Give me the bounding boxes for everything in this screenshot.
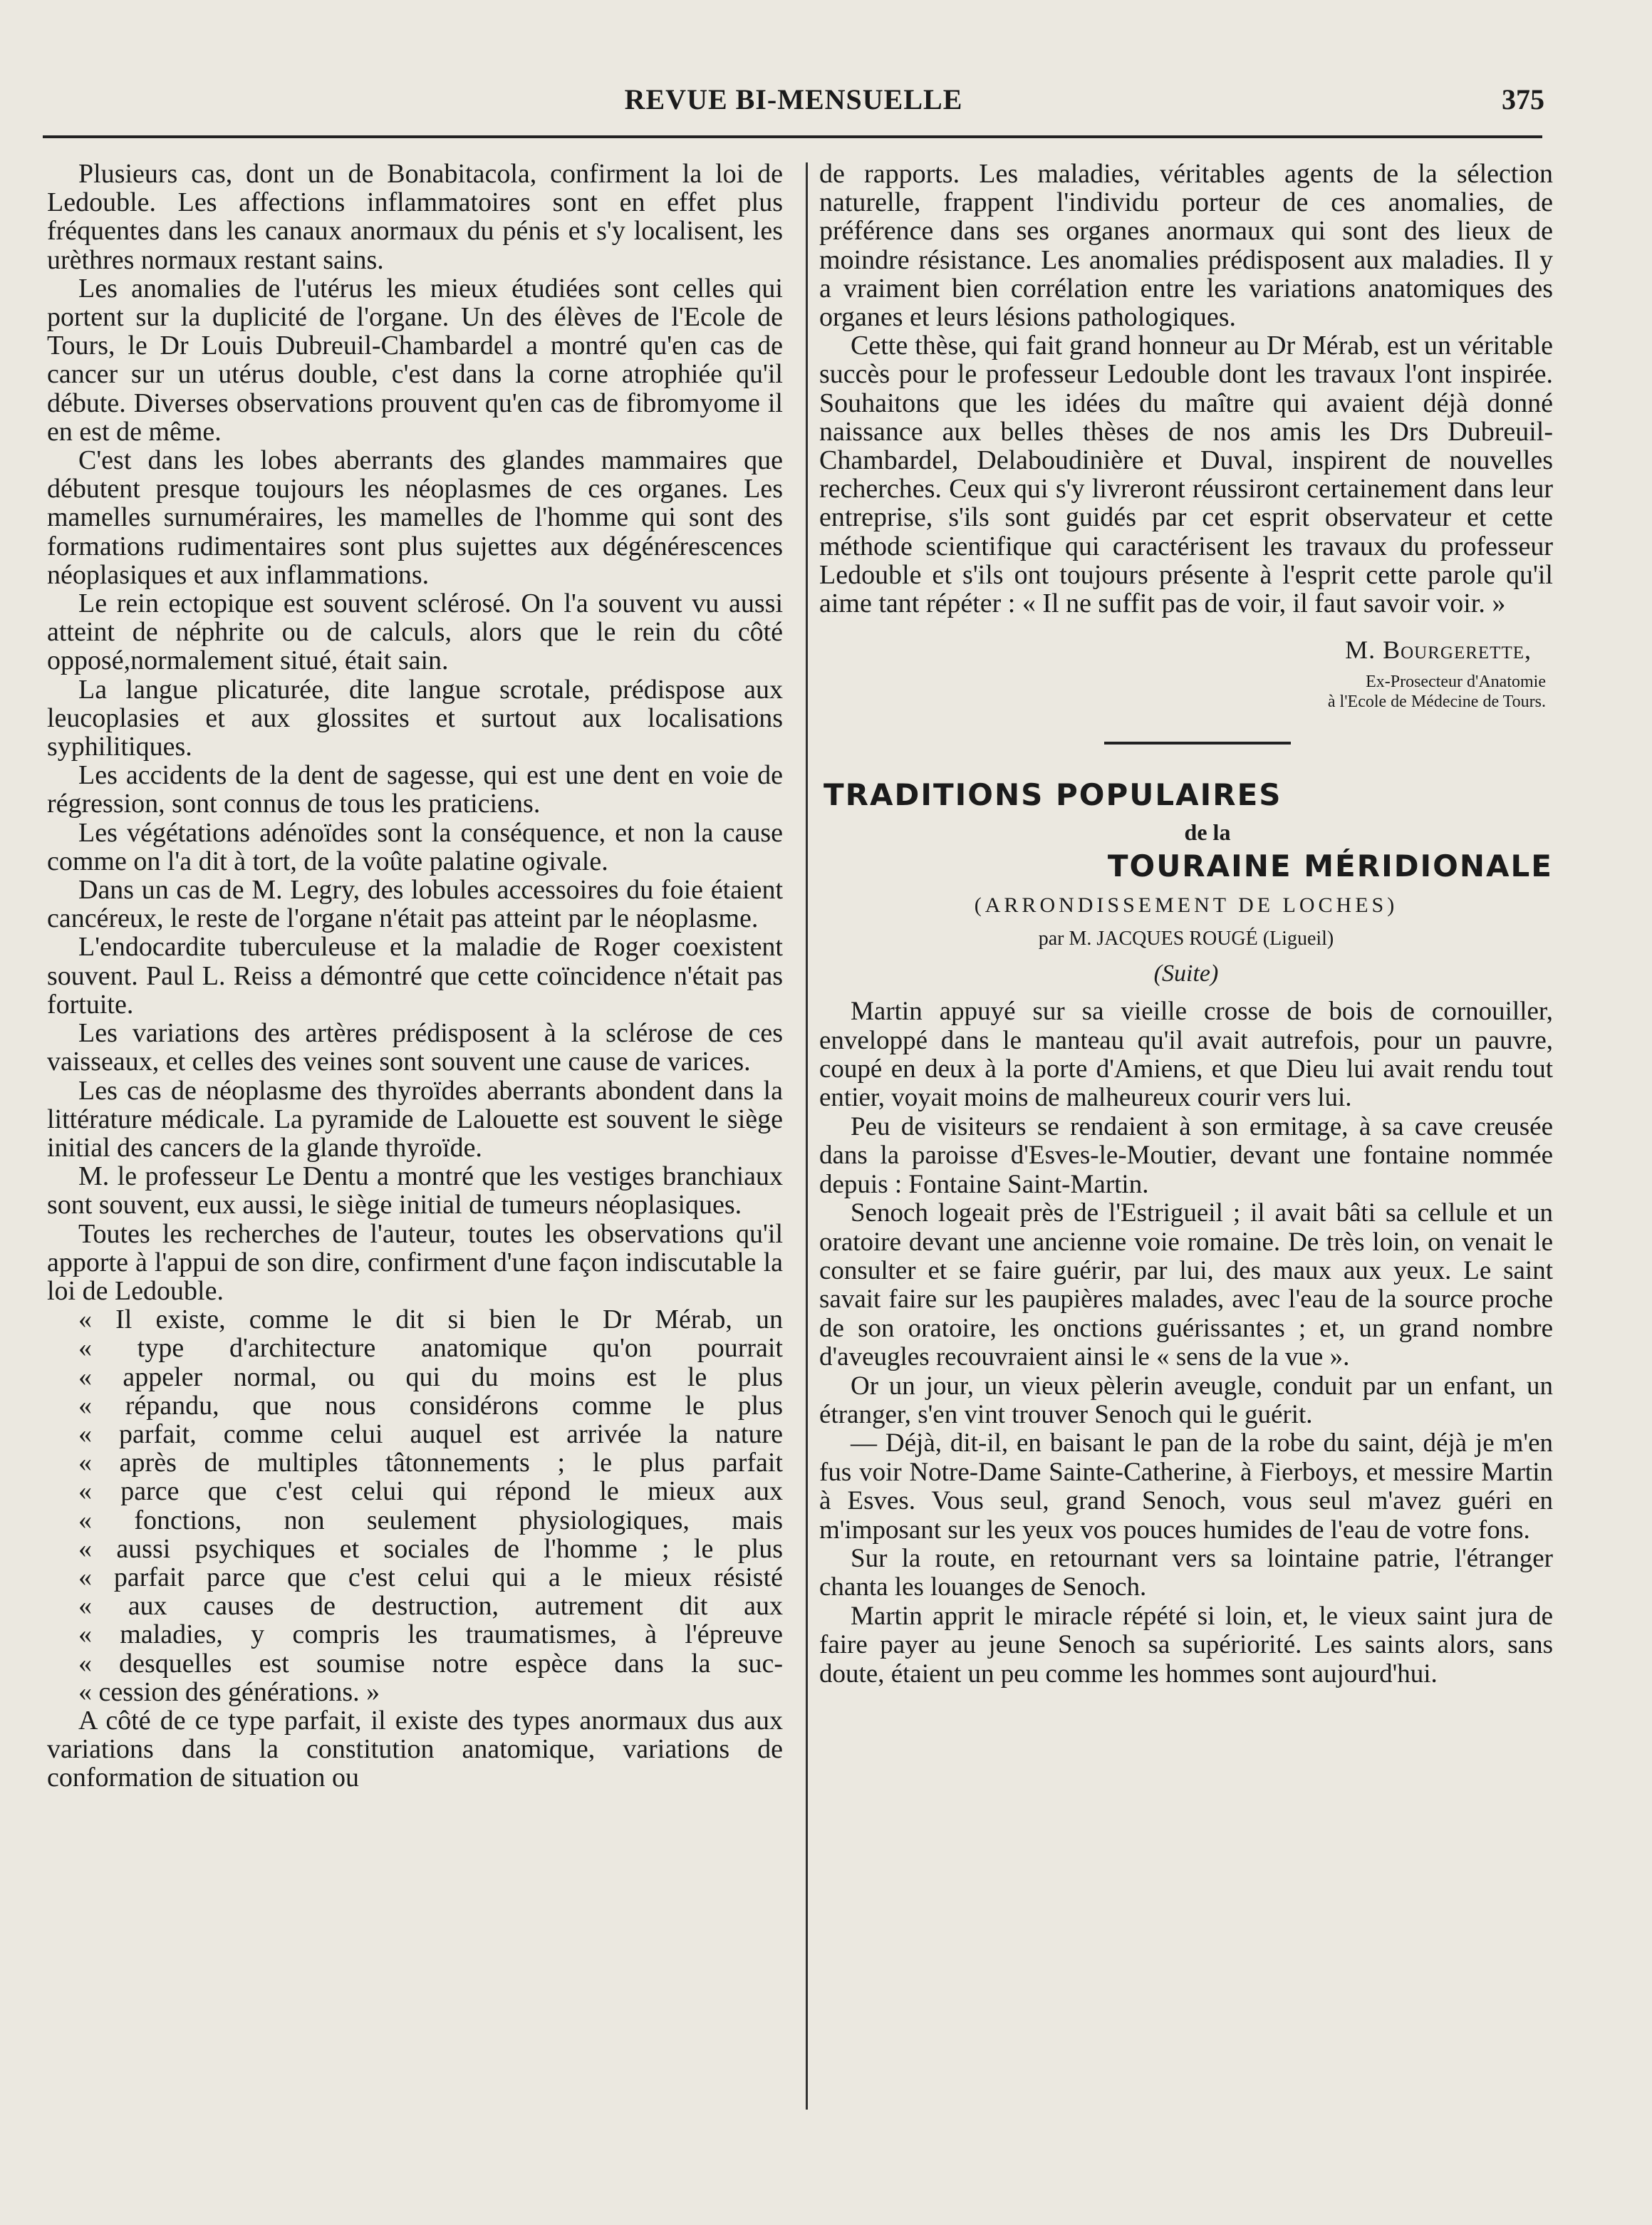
section-title: TRADITIONS POPULAIRES bbox=[824, 777, 1282, 813]
paragraph: Plusieurs cas, dont un de Bonabitacola, confirment la loi de Ledouble. Les affections inflammatoires sont en effet plus fréquentes dans les canaux anormaux du pénis et s'y localisent, les urèthres normaux restant sains. bbox=[47, 159, 783, 275]
block-quote bbox=[47, 1305, 783, 1706]
journal-title: REVUE BI-MENSUELLE bbox=[624, 83, 963, 115]
paragraph: Martin appuyé sur sa vieille crosse de bois de cornouiller, enveloppé dans le manteau qu'il avait autrefois, pour un pauvre, coupé en deux à la porte d'Amiens, et que Dieu lui avait rendu tout entier, voyait moins de malheureux courir vers lui. bbox=[819, 997, 1553, 1113]
quote-line: « desquelles est soumise notre espèce dans la suc- bbox=[78, 1648, 783, 1679]
paragraph: Les variations des artères prédisposent à la sclérose de ces vaisseaux, et celles des veines sont souvent une cause de varices. bbox=[47, 1018, 783, 1077]
page-number: 375 bbox=[1502, 83, 1544, 115]
signature-title-line: à l'Ecole de Médecine de Tours. bbox=[1327, 693, 1546, 712]
quote-line: « parfait, comme celui auquel est arrivée la nature bbox=[78, 1418, 783, 1449]
paragraph: Les accidents de la dent de sagesse, qui est une dent en voie de régression, sont connus de tous les praticiens. bbox=[47, 760, 783, 819]
quote-line: « parfait parce que c'est celui qui a le mieux résisté bbox=[78, 1562, 783, 1592]
section-district: (ARRONDISSEMENT DE LOCHES) bbox=[974, 893, 1398, 918]
paragraph: Cette thèse, qui fait grand honneur au Dr Mérab, est un véritable succès pour le professeur Ledouble dont les travaux l'ont inspirée. Souhaitons que les idées du maître qui avaient déjà donné naissance aux belles thèses de nos amis les Drs Dubreuil-Chambardel, Delaboudinière et Duval, inspirent de nouvelles recherches. Ceux qui s'y livreront réussiront certainement dans leur entreprise, s'ils sont guidés par cet esprit observateur et cette méthode scientifique qui caractérisent les travaux du professeur Ledouble et s'ils ont toujours présente à l'esprit cette parole qu'il aime tant répéter : « Il ne suffit pas de voir, il faut savoir voir. » bbox=[819, 331, 1553, 619]
paragraph: Peu de visiteurs se rendaient à son ermitage, à sa cave creusée dans la paroisse d'Esves-le-Moutier, devant une fontaine nommée depuis : Fontaine Saint-Martin. bbox=[819, 1111, 1553, 1199]
column-divider bbox=[806, 162, 808, 2110]
section-subtitle: TOURAINE MÉRIDIONALE bbox=[1107, 849, 1553, 884]
quote-line: « Il existe, comme le dit si bien le Dr Mérab, un bbox=[78, 1305, 783, 1335]
paragraph: Le rein ectopique est souvent sclérosé. On l'a souvent vu aussi atteint de néphrite ou de calculs, alors que le rein du côté opposé,normalement situé, était sain. bbox=[47, 588, 783, 676]
quote-line: « après de multiples tâtonnements ; le plus parfait bbox=[78, 1448, 783, 1478]
header-rule bbox=[43, 135, 1542, 138]
paragraph: M. le professeur Le Dentu a montré que les vestiges branchiaux sont souvent, eux aussi, le siège initial de tumeurs néoplasiques. bbox=[47, 1161, 783, 1220]
paragraph: Dans un cas de M. Legry, des lobules accessoires du foie étaient cancéreux, le reste de l'organe n'était pas atteint par le néoplasme. bbox=[47, 875, 783, 934]
quote-line: « parce que c'est celui qui répond le mieux aux bbox=[78, 1476, 783, 1507]
author-signature bbox=[819, 635, 1532, 665]
quote-line: « aux causes de destruction, autrement dit aux bbox=[78, 1591, 783, 1622]
quote-line: « cession des générations. » bbox=[78, 1676, 380, 1707]
paragraph: A côté de ce type parfait, il existe des types anormaux dus aux variations dans la constitution anatomique, variations de conformation de situation ou bbox=[47, 1705, 783, 1793]
section-author: par M. JACQUES ROUGÉ (Ligueil) bbox=[1038, 928, 1334, 950]
paragraph: Toutes les recherches de l'auteur, toutes les observations qu'il apporte à l'appui de son dire, confirment d'une façon indiscutable la loi de Ledouble. bbox=[47, 1218, 783, 1306]
signature-title bbox=[819, 672, 1546, 712]
paragraph: Les anomalies de l'utérus les mieux étudiées sont celles qui portent sur la duplicité de l'organe. Un des élèves de l'Ecole de Tours, le Dr Louis Dubreuil-Chambardel a montré qu'en cas de cancer sur un utérus double, c'est dans la corne atrophiée qu'il débute. Diverses observations prouvent qu'en cas de fibromyome il en est de même. bbox=[47, 273, 783, 447]
running-header bbox=[43, 78, 1544, 121]
signature-title-line: Ex-Prosecteur d'Anatomie bbox=[1366, 673, 1546, 692]
paragraph: — Déjà, dit-il, en baisant le pan de la robe du saint, déjà je m'en fus voir Notre-Dame Sainte-Catherine, à Fierboys, et messire Martin à Esves. Vous seul, grand Senoch, vous seul m'avez guéri en m'imposant sur les yeux vos pouces humides de l'eau de votre fons. bbox=[819, 1428, 1553, 1545]
paragraph: Martin apprit le miracle répété si loin, et, le vieux saint jura de faire payer au jeune Senoch sa supériorité. Les saints alors, sans doute, étaient un peu comme les hommes sont aujourd'hui. bbox=[819, 1601, 1553, 1689]
left-column bbox=[47, 160, 783, 1793]
quote-line: « fonctions, non seulement physiologiques, mais bbox=[78, 1505, 783, 1535]
quote-line: « appeler normal, ou qui du moins est le plus bbox=[78, 1362, 783, 1392]
signature-name: M. Bourgerette, bbox=[1345, 636, 1532, 665]
section-continuation: (Suite) bbox=[1153, 960, 1219, 987]
paragraph: de rapports. Les maladies, véritables agents de la sélection naturelle, frappent l'individu porteur de ces anomalies, de préférence dans ses organes anormaux qui sont des lieux de moindre résistance. Les anomalies prédisposent aux maladies. Il y a vraiment bien corrélation entre les variations anatomiques des organes et leurs lésions pathologiques. bbox=[819, 159, 1553, 333]
section-separator bbox=[1104, 742, 1291, 745]
quote-line: « maladies, y compris les traumatismes, à l'épreuve bbox=[78, 1619, 783, 1650]
paragraph: Les cas de néoplasme des thyroïdes aberrants abondent dans la littérature médicale. La pyramide de Lalouette est souvent le siège initial des cancers de la glande thyroïde. bbox=[47, 1075, 783, 1163]
paragraph: Or un jour, un vieux pèlerin aveugle, conduit par un enfant, un étranger, s'en vint trouver Senoch qui le guérit. bbox=[819, 1371, 1553, 1429]
paragraph: Sur la route, en retournant vers sa lointaine patrie, l'étranger chanta les louanges de Senoch. bbox=[819, 1543, 1553, 1602]
paragraph: Les végétations adénoïdes sont la conséquence, et non la cause comme on l'a dit à tort, de la voûte palatine ogivale. bbox=[47, 817, 783, 876]
quote-line: « répandu, que nous considérons comme le plus bbox=[78, 1390, 783, 1421]
paragraph: L'endocardite tuberculeuse et la maladie de Roger coexistent souvent. Paul L. Reiss a démontré que cette coïncidence n'était pas fortuite. bbox=[47, 932, 783, 1020]
paragraph: La langue plicaturée, dite langue scrotale, prédispose aux leucoplasies et aux glossites et surtout aux localisations syphilitiques. bbox=[47, 674, 783, 762]
paragraph: Senoch logeait près de l'Estrigueil ; il avait bâti sa cellule et un oratoire devant une ancienne voie romaine. De très loin, on venait le consulter et se faire guérir, par lui, des maux aux yeux. Le saint savait faire sur les paupières malades, avec l'eau de la source proche de son oratoire, les onctions guérissantes ; et, un grand nombre d'aveugles recouvraient ainsi le « sens de la vue ». bbox=[819, 1198, 1553, 1372]
section-title-connector: de la bbox=[1184, 819, 1231, 846]
quote-line: « type d'architecture anatomique qu'on pourrait bbox=[78, 1333, 783, 1364]
quote-line: « aussi psychiques et sociales de l'homme ; le plus bbox=[78, 1533, 783, 1564]
paragraph: C'est dans les lobes aberrants des glandes mammaires que débutent presque toujours les néoplasmes de ces organes. Les mamelles surnuméraires, les mamelles de l'homme qui sont des formations rudimentaires sont plus sujettes aux dégénérescences néoplasiques et aux inflammations. bbox=[47, 445, 783, 590]
right-column bbox=[819, 160, 1553, 1689]
